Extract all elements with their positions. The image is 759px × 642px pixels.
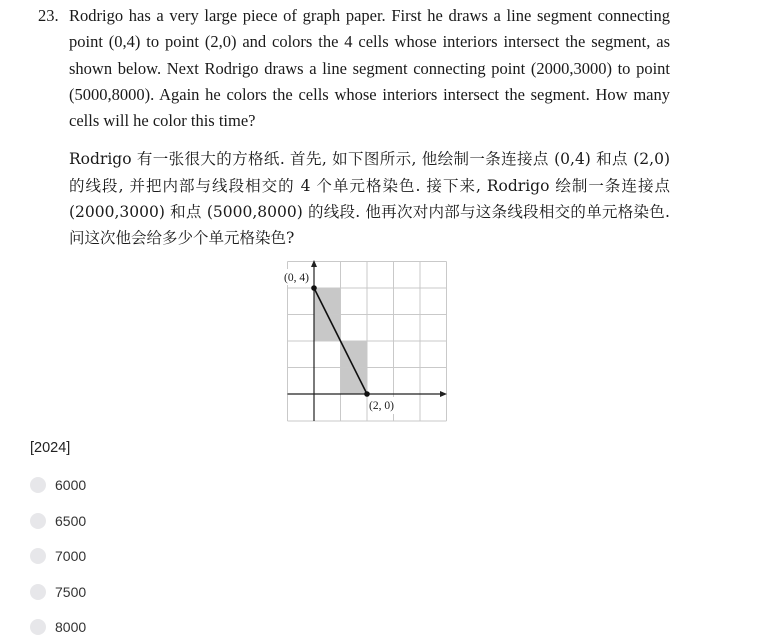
answer-option-label: 6500 <box>55 512 87 529</box>
label-point-0-4: (0, 4) <box>284 272 309 284</box>
answer-option-label: 7000 <box>55 548 87 564</box>
problem-text-english: Rodrigo has a very large piece of graph paper. First he draws a line segment connecting point (0,4) to point (2,0) and colors the 4 cells whose interiors intersect the segment, as shown below. Next Rodrigo draws a line segment connecting point (2000,3000) to point (5000,8000). Again he colors the cells whose interiors intersect the segment. How many cells will he color this time? <box>69 6 670 131</box>
radio-button[interactable] <box>30 619 46 635</box>
point-start <box>311 285 317 291</box>
radio-button[interactable] <box>30 584 46 600</box>
radio-button[interactable] <box>30 548 46 564</box>
answer-option[interactable] <box>30 543 230 569</box>
grid-lines <box>288 262 447 422</box>
shaded-cell <box>341 368 368 395</box>
answer-option-label: 6000 <box>55 477 87 493</box>
graph-figure <box>280 259 450 427</box>
answer-option[interactable] <box>30 472 230 498</box>
year-tag: [2024] <box>30 440 71 456</box>
problem-text-chinese: Rodrigo 有一张很大的方格纸. 首先, 如下图所示, 他绘制一条连接点 (0,4) 和点 (2,0) 的线段, 并把内部与线段相交的 4 个单元格染色. 接下来, Rodrigo 绘制一条连接点 (2000,3000) 和点 (5000,8000) 的线段. 他再次对内部与这条线段相交的单元格染色. 问这次他会给多少个单元格染色? <box>69 150 670 248</box>
answer-option[interactable] <box>30 579 230 605</box>
answer-option-label: 8000 <box>55 619 87 635</box>
shaded-cell <box>341 341 368 368</box>
label-point-2-0: (2, 0) <box>369 400 394 412</box>
point-end <box>364 391 370 397</box>
answer-option[interactable] <box>30 508 230 534</box>
x-axis-arrow <box>440 391 447 397</box>
radio-button[interactable] <box>30 477 46 493</box>
problem-statement <box>38 3 670 252</box>
shaded-cell <box>314 315 341 342</box>
answer-option[interactable] <box>30 614 230 640</box>
answer-option-label: 7500 <box>55 583 87 600</box>
radio-button[interactable] <box>30 513 46 529</box>
shaded-cell <box>314 288 341 315</box>
problem-number: 23. <box>38 6 59 25</box>
graph-paper-diagram <box>280 259 450 427</box>
